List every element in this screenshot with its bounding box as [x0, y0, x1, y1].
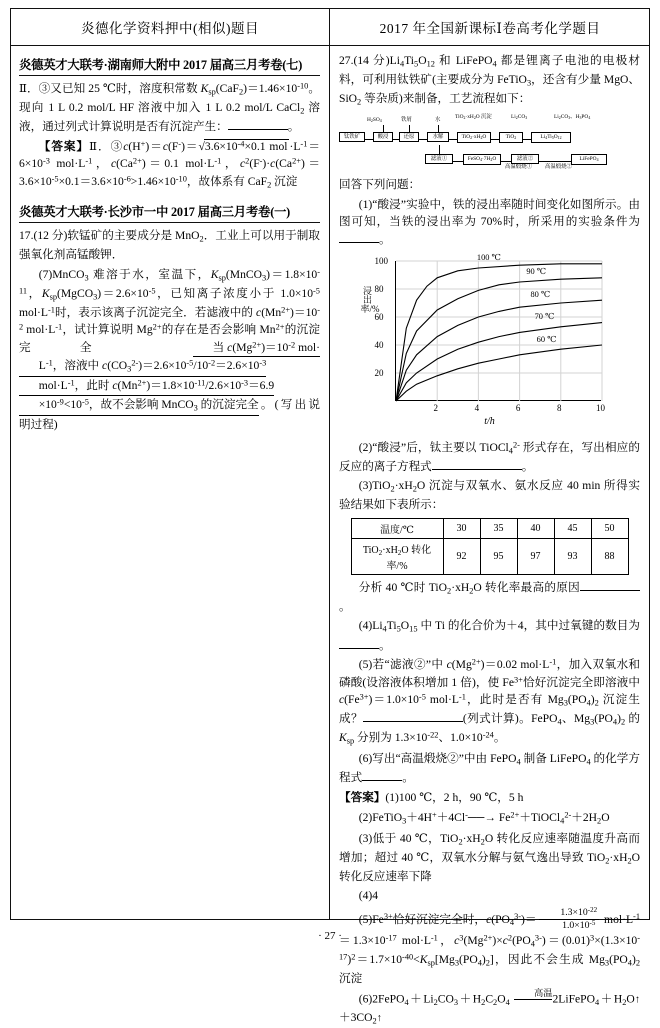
chart-series-label: 90 ℃	[526, 267, 547, 277]
flow-label-li4ti5o12-lbl: $Li_2CO_3$、$H_3PO_4$	[554, 114, 591, 121]
right-sub3: $(3)TiO_2\cdot xH_2O$ 沉淀与双氧水、氨水反应 40 min 所得实验结果如下表所示：	[339, 479, 640, 512]
flow-box-tio2xh2o: $TiO_2\cdot xH_2O$	[457, 132, 491, 143]
page-number: · 27 ·	[318, 930, 342, 942]
table-row-header-rate: $TiO_2\cdot xH_2O$ 转化率/%	[351, 538, 443, 574]
right-answer-6: $(6)2FePO_4+Li_2CO_3+H_2C_2O_4$ 高温 $2LiFePO_4+H_2O↑+3CO_2↑$	[339, 988, 640, 1026]
chart-ytick: 100	[374, 255, 388, 266]
flow-box-li4ti5o12: $Li_4Ti_5O_{12}$	[531, 132, 571, 143]
chart-xlabel: t/h	[484, 415, 495, 427]
right-question-intro: 27.(14 分)$Li_4Ti_5O_{12}$ 和 LiFePO$_4$ 都是锂离子电池的电极材料，可利用钛铁矿(主要成分为 FeTiO$_3$，还含有少量 MgO、SiO$_2$ 等杂质)来制备，工艺流程如下：	[339, 54, 640, 107]
flow-box-feso4: $FeSO_4\cdot 7H_2O$	[463, 154, 501, 165]
flow-drop-1	[383, 125, 384, 132]
flow-label-water: 水	[435, 117, 441, 124]
table-cell: 92	[443, 538, 480, 574]
chart-ytick: 80	[374, 283, 384, 294]
chart-series-label: 70 ℃	[534, 312, 555, 322]
flow-label-h2so4: $H_2SO_4$	[367, 117, 382, 124]
chart-series-label: 60 ℃	[536, 334, 557, 344]
right-answer-4: (4)4	[358, 889, 379, 903]
chart-xtick: 8	[557, 402, 562, 413]
chart-curves	[396, 261, 602, 401]
right-qnum: 27.(14 分)	[339, 54, 390, 67]
table-cell: 93	[554, 538, 591, 574]
flow-arrow-4	[449, 139, 457, 140]
flow-arrow-7	[453, 161, 463, 162]
section2-question: 17.(12 分)软锰矿的主要成分是 MnO$_2$．工业上可以用于制取强氧化剂高锰酸钾．	[19, 228, 320, 261]
header-left-title: 炎德化学资料押中(相似)题目	[81, 20, 259, 36]
flow-arrow-5	[491, 139, 499, 140]
section1-answer: 【答案】Ⅱ．$③c(H^+)=c(F^-)=√3.6\times 10^{-4}\times 0.1$ mol $\cdot L^{-1}=6\times 10^{-3}$ $mol\cdot L^{-1}$，$c(Ca^{2+})=0.1$ $mol\cdot L^{-1}$，$c^2(F^-)\cdot c(Ca^{2+})=3.6\times 10^{-5}\times 0.1=3.6\times 10^{-6}>1.46\times 10^{-10}$，故体系有 CaF$_2$ 沉淀	[19, 138, 320, 190]
conversion-rate-table	[351, 518, 629, 575]
flow-arrow-2	[393, 139, 399, 140]
flow-arrow-8	[501, 161, 511, 162]
section2-rule	[19, 222, 320, 223]
chart-ytick: 60	[374, 311, 384, 322]
header-right-title: 2017 年全国新课标Ⅰ卷高考化学题目	[379, 20, 601, 36]
right-sub1: (1)“酸浸”实验中，铁的浸出率随时间变化如图所示。由图可知，当铁的浸出率为 70%时，所采用的实验条件为。	[339, 197, 640, 246]
flow-label-li2co3: $Li_2CO_3$	[511, 114, 528, 121]
flow-label-tio2xh2o-top: $TiO_2\cdot xH_2O$ 沉淀	[455, 114, 492, 121]
flow-drop-4	[439, 145, 440, 154]
table-cell: 40	[517, 518, 554, 538]
left-column	[10, 46, 329, 920]
process-flowchart	[339, 112, 640, 172]
chart-xtick: 10	[596, 402, 605, 413]
flow-box-filtrate1: 滤液①	[425, 154, 453, 164]
chart-ytick: 20	[374, 367, 384, 378]
table-cell: 50	[591, 518, 628, 538]
right-answer-5: $(5)Fe^{3+}$恰好沉淀完全时，$c(PO_4^{3-})=$ $\frac{1.3\times 10^{-22}}{1.0\times 10^{-5}}$ $mol\cdot L^{-1}=1.3\times 10^{-17}$ $mol\cdot L^{-1}$，$c^3(Mg^{2+})\times c^2(PO_4^{3-})=(0.01)^3\times(1.3\times 10^{-17})^2=1.7\times 10^{-40}<K_{sp}[Mg_3(PO_4)_2]$，因此不会生成 $Mg_3(PO_4)_2$ 沉淀	[339, 905, 640, 986]
flow-label-iron: 铁屑	[401, 117, 412, 124]
table-cell: 95	[480, 538, 517, 574]
answers-head: 【答案】	[339, 791, 386, 805]
flow-drop-3	[438, 125, 439, 132]
right-answer-1: 【答案】(1)100 ℃，2 h，90 ℃，5 h	[339, 791, 524, 805]
table-cell: 88	[591, 538, 628, 574]
chart-ytick: 40	[374, 339, 384, 350]
right-answer-2: (2)FeTiO$_3$＋4H+＋4Cl-──→ $Fe^{2+}+TiOCl_4^{2-}+2H_2O$	[358, 809, 610, 825]
right-sub5: (5)若“滤液②”中 $c(Mg^{2+})=0.02$ $mol\cdot L^{-1}$，加入双氧水和磷酸(设溶液体积增加 1 倍)，使 $Fe^{3+}$恰好沉淀完全即溶液中 $c(Fe^{3+})=1.0\times 10^{-5}$ $mol\cdot L^{-1}$，此时是否有 $Mg_3(PO_4)_2$ 沉淀生成？ (列式计算)。FePO$_4$、$Mg_3(PO_4)_2$ 的 $K_{sp}$ 分别为 $1.3\times 10^{-22}$、$1.0\times 10^{-24}$。	[339, 657, 640, 746]
chart-series-label: 80 ℃	[530, 289, 551, 299]
table-row	[351, 518, 628, 538]
flow-arrow-1	[365, 139, 373, 140]
right-prompt: 回答下列问题：	[339, 178, 421, 192]
flow-box-hydrolysis: 水解	[427, 132, 449, 142]
chart-plot-area	[395, 261, 601, 401]
table-cell: 45	[554, 518, 591, 538]
flow-box-tio2: TiO$_2$	[499, 132, 523, 143]
flow-arrow-6	[523, 139, 531, 140]
flow-box-lifepo4: LiFePO$_4$	[571, 154, 607, 165]
table-row	[351, 538, 628, 574]
page-header	[10, 8, 650, 45]
chart-xtick: 2	[433, 402, 438, 413]
section2-sub7: (7)MnCO$_3$ 难溶于水，室温下，$K_{sp}(MnCO_3)=1.8\times 10^{-11}$，$K_{sp}(MgCO_3)=2.6\times 10^{-5}$，已知离子浓度小于 $1.0\times 10^{-5}$ $mol\cdot L^{-1}$时，表示该离子沉淀完全．若滤液中的 $c(Mn^{2+})=10^{-2}$ $mol\cdot L^{-1}$，试计算说明 $Mg^{2+}$的存在是否会影响 $Mn^{2+}$的沉淀完全 当 $c(Mg^{2+})=10^{-2}$ $mol\cdot L^{-1}$，溶液中 $c(CO_3^{2-})=2.6\times 10^{-5}/10^{-2}=2.6\times 10^{-3}mol\cdot L^{-1}$，此时 $c(Mn^{2+})=1.8\times 10^{-11}/2.6\times 10^{-3}=6.9\times 10^{-9}<10^{-5}$，故不会影响 MnCO$_3$ 的沉淀完全。(写出说明过程)	[19, 266, 320, 432]
right-sub4: $(4)Li_4Ti_5O_{15}$ 中 Ti 的化合价为＋4，其中过氧键的数目为。	[339, 617, 640, 654]
section1-rule	[19, 75, 320, 76]
flow-label-calcine1: 高温煅烧①	[505, 164, 532, 171]
right-sub3-tail: 分析 40 ℃时 $TiO_2\cdot xH_2O$ 转化率最高的原因。	[339, 579, 640, 616]
section2-qnum: 17.(12 分)	[19, 228, 68, 242]
right-column	[329, 46, 649, 1026]
flow-box-filtrate2: 滤液②	[511, 154, 539, 164]
section2-title: 炎德英才大联考·长沙市一中 2017 届高三月考卷(一)	[19, 204, 291, 219]
flow-label-calcine2: 高温煅烧②	[545, 164, 572, 171]
chart-ylabel: 浸出率/%	[360, 285, 380, 315]
chart-xtick: 6	[515, 402, 521, 413]
section1-title: 炎德英才大联考·湖南师大附中 2017 届高三月考卷(七)	[19, 58, 303, 72]
chart-series-label: 100 ℃	[476, 253, 501, 263]
table-row-header-temp: 温度/℃	[351, 518, 443, 538]
table-cell: 30	[443, 518, 480, 538]
table-cell: 97	[517, 538, 554, 574]
right-sub6: (6)写出“高温煅烧②”中由 FePO$_4$ 制备 LiFePO$_4$ 的化学方程式 。	[339, 752, 641, 785]
flow-box-ore: 钛铁矿	[339, 132, 365, 142]
flow-box-reduce: 还原	[399, 132, 419, 142]
section1-para1: Ⅱ．③又已知 25 ℃时，溶度积常数 $K_{sp}(CaF_2)=1.46\times 10^{-10}$。现向 1 L 0.2 mol/L HF 溶液中加入 1 L 0.2 mol/L CaCl$_2$ 溶液，通过列式计算说明是否有沉淀产生： 。	[19, 81, 320, 134]
right-sub2: (2)“酸浸”后，钛主要以 TiOCl$_4^{2-}$ 形式存在，写出相应的反应的离子方程式 。	[339, 439, 640, 473]
flow-arrow-9	[539, 161, 571, 162]
flow-box-acid-leach: 酸浸	[373, 132, 393, 142]
page-columns	[10, 46, 650, 1026]
leaching-rate-chart	[359, 253, 621, 435]
flow-drop-2	[409, 125, 410, 132]
flow-arrow-3	[419, 139, 427, 140]
right-answer-3: (3)低于 40 ℃，$TiO_2\cdot xH_2O$ 转化反应速率随温度升高而增加；超过 40 ℃，双氧水分解与氨气逸出导致 $TiO_2\cdot xH_2O$ 转化反应速率下降	[339, 831, 640, 883]
chart-xtick: 4	[474, 402, 480, 413]
table-cell: 35	[480, 518, 517, 538]
